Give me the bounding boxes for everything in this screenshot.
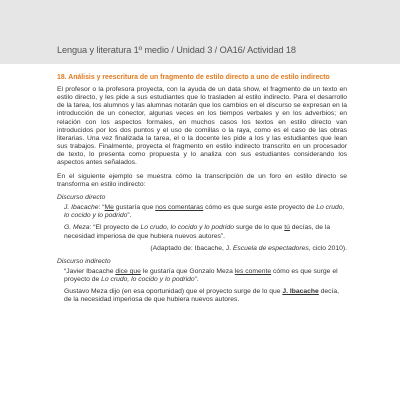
speaker-name: J. Ibacache xyxy=(64,204,99,212)
header-title: Lengua y literatura 1º medio / Unidad 3 / OA16/ Actividad 18 xyxy=(57,45,296,55)
direct-quote-meza: G. Meza: “El proyecto de Lo crudo, lo cocido y lo podrido surge de lo que tú decías, de la necesidad imperiosa de que hubiera nuevos autores”. xyxy=(64,224,331,240)
indirect-paragraph-2: Gustavo Meza dijo (en esa oportunidad) que el proyecto surge de lo que J. Ibacache decía, de la necesidad imperiosa de que hubiera nuevos autores. xyxy=(64,288,340,304)
example-paragraph: En el siguiente ejemplo se muestra cómo la transcripción de un foro en estilo directo se transforma en estilo indirecto: xyxy=(57,172,347,188)
direct-speech-label: Discurso directo xyxy=(57,193,106,201)
section-title: 18. Análisis y reescritura de un fragmento de estilo directo a uno de estilo indirecto xyxy=(57,74,330,81)
indirect-speech-label: Discurso indirecto xyxy=(57,257,111,265)
work-title: Lo crudo, lo cocido y lo podrido xyxy=(101,276,195,284)
underlined-word: Me xyxy=(104,204,114,212)
source-citation: (Adaptado de: Ibacache, J. Escuela de espectadores, ciclo 2010). xyxy=(150,244,347,252)
book-title: Escuela de espectadores xyxy=(232,244,309,252)
intro-paragraph: El profesor o la profesora proyecta, con la ayuda de un data show, el fragmento de un texto en estilo directo, y les pide a sus estudiantes que lo trasladen al estilo indirecto. Para el desarrollo de la tarea, los alumnos y las alumnas notarán que los cambios en el discurso se expresan en la introducción de un conector, algunas veces en los tiempos verbales y en los adverbios; en relación con los aspectos formales, en muchos casos los textos en estilo directo van introducidos por los dos puntos y el uso de comillas o la raya, como es el caso de las obras literarias. Una vez finalizada la tarea, el o la docente les pide a los y las estudiantes que lean sus trabajos. Finalmente, proyecta el fragmento en estilo indirecto transcrito en un procesador de texto, lo presenta como propuesta y lo analiza con sus estudiantes considerando los aspectos antes señalados. xyxy=(57,86,347,167)
page-header xyxy=(0,0,400,64)
underlined-word: J. Ibacache xyxy=(282,288,319,296)
underlined-word: les comente xyxy=(234,267,272,275)
underlined-word: nos comentaras xyxy=(155,204,204,212)
indirect-paragraph-1: “Javier Ibacache dice que le gustaría que Gonzalo Meza les comente cómo es que surge el proyecto de Lo crudo, lo cocido y lo podrido”. xyxy=(64,267,338,284)
direct-quote-ibacache: J. Ibacache: “Me gustaría que nos comentaras cómo es que surge este proyecto de Lo crudo, lo cocido y lo podrido”. xyxy=(64,204,345,220)
work-title: Lo crudo, lo cocido y lo podrido xyxy=(140,224,234,232)
document-body xyxy=(57,74,347,309)
underlined-word: dice que xyxy=(115,267,141,275)
underlined-word: tú xyxy=(284,224,290,232)
speaker-name: G. Meza xyxy=(64,224,90,232)
work-title: Lo crudo, lo cocido y lo podrido xyxy=(64,204,345,220)
